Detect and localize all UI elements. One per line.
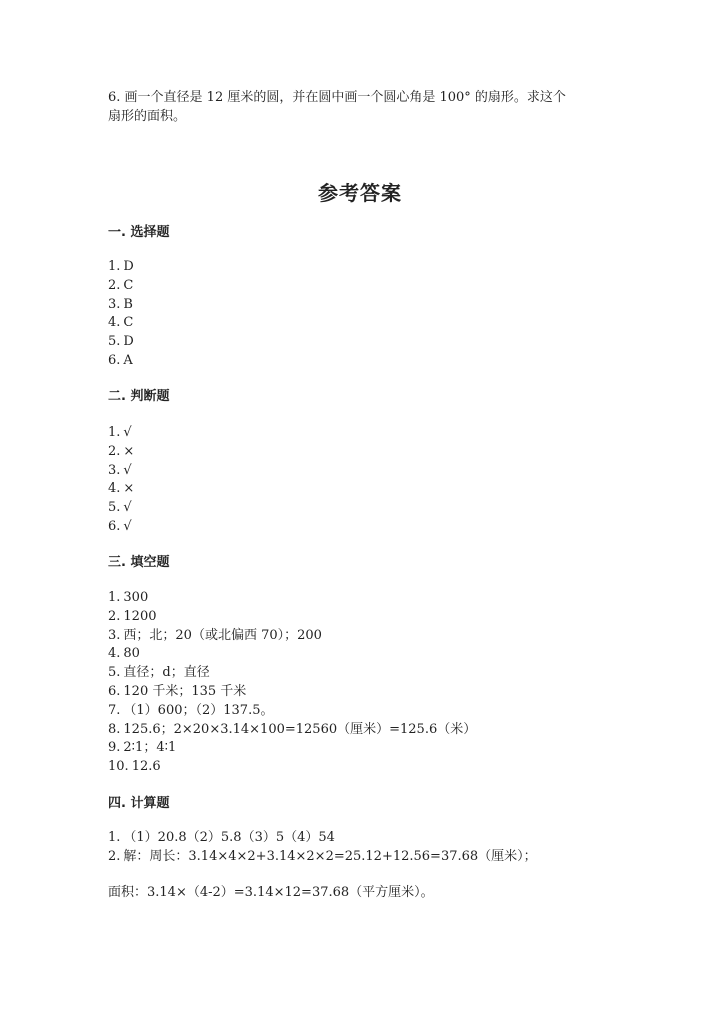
- judgment-answers: [108, 424, 648, 537]
- fill-in-answer-item: [108, 758, 648, 777]
- item-number: 2.: [108, 608, 121, 624]
- item-number: 4.: [108, 646, 121, 662]
- fill-in-answer-item: [108, 721, 648, 740]
- fill-in-answer-item: [108, 739, 648, 758]
- item-answer: 120 千米；135 千米: [123, 683, 247, 699]
- item-answer: 300: [123, 590, 149, 605]
- judgment-answer-item: [108, 462, 648, 481]
- item-answer: 西；北；20（或北偏西 70）；200: [123, 627, 322, 643]
- item-number: 5.: [108, 334, 121, 350]
- item-answer: √: [123, 425, 132, 440]
- choice-answer-item: [108, 296, 648, 315]
- fill-in-answers: [108, 589, 648, 777]
- item-answer: 12.6: [131, 759, 161, 775]
- item-answer: 解：周长：3.14×4×2+3.14×2×2=25.12+12.56=37.68（厘米）；: [123, 848, 537, 864]
- choice-answer-item: [108, 277, 648, 296]
- section-heading-judgment: 二. 判断题: [108, 389, 170, 404]
- item-answer: 1200: [123, 608, 157, 624]
- item-number: 9.: [108, 740, 121, 756]
- item-answer: √: [123, 518, 132, 534]
- section-heading-fill-in: 三. 填空题: [108, 555, 170, 570]
- item-answer: （1）600；（2）137.5。: [123, 702, 274, 718]
- choice-answer-item: [108, 352, 648, 371]
- judgment-answer-item: [108, 518, 648, 537]
- item-number: 4.: [108, 315, 121, 331]
- item-answer: D: [123, 259, 134, 274]
- item-answer: A: [123, 352, 133, 368]
- judgment-answer-item: [108, 480, 648, 499]
- item-answer: ×: [123, 481, 135, 497]
- fill-in-answer-item: [108, 702, 648, 721]
- item-answer: 125.6；2×20×3.14×100=12560（厘米）=125.6（米）: [123, 721, 477, 737]
- fill-in-answer-item: [108, 683, 648, 702]
- fill-in-answer-item: [108, 645, 648, 664]
- judgment-answer-item: [108, 424, 648, 443]
- choice-answer-item: [108, 314, 648, 333]
- calculation-answer-item: [108, 829, 648, 848]
- item-number: 4.: [108, 481, 121, 497]
- answer-title: 参考答案: [318, 181, 402, 205]
- item-answer: C: [123, 315, 134, 331]
- item-number: 10.: [108, 759, 129, 775]
- item-number: 5.: [108, 500, 121, 516]
- choice-answers: [108, 258, 648, 371]
- item-number: 6.: [108, 518, 121, 534]
- item-answer: D: [123, 334, 134, 350]
- item-answer: √: [123, 500, 132, 516]
- item-number: 7.: [108, 702, 121, 718]
- item-number: 8.: [108, 721, 121, 737]
- calculation-answer-item: [108, 848, 648, 867]
- fill-in-answer-item: [108, 664, 648, 683]
- item-answer: （1）20.8（2）5.8（3）5（4）54: [123, 830, 335, 845]
- fill-in-answer-item: [108, 627, 648, 646]
- item-answer: 直径；d；直径: [123, 665, 210, 681]
- item-answer: B: [123, 296, 133, 312]
- question-line-1: 6. 画一个直径是 12 厘米的圆，并在圆中画一个圆心角是 100° 的扇形。求这个: [108, 90, 566, 105]
- item-answer: 2∶1；4∶1: [123, 740, 177, 756]
- section-heading-choice: 一. 选择题: [108, 225, 170, 240]
- item-number: 3.: [108, 296, 121, 312]
- fill-in-answer-item: [108, 589, 648, 608]
- item-answer: 80: [123, 646, 140, 662]
- item-number: 1.: [108, 425, 121, 440]
- section-heading-calculation: 四. 计算题: [108, 796, 170, 811]
- item-number: 6.: [108, 352, 121, 368]
- item-number: 3.: [108, 627, 121, 643]
- item-answer: ×: [123, 443, 135, 459]
- item-number: 2.: [108, 848, 121, 864]
- judgment-answer-item: [108, 499, 648, 518]
- item-number: 1.: [108, 259, 121, 274]
- choice-answer-item: [108, 258, 648, 277]
- item-answer: C: [123, 277, 134, 293]
- question-6: [108, 88, 618, 126]
- item-number: 6.: [108, 683, 121, 699]
- item-number: 5.: [108, 665, 121, 681]
- calculation-answers: [108, 829, 648, 867]
- item-number: 2.: [108, 277, 121, 293]
- item-number: 1.: [108, 590, 121, 605]
- item-number: 3.: [108, 462, 121, 478]
- fill-in-answer-item: [108, 608, 648, 627]
- item-number: 1.: [108, 830, 121, 845]
- area-calculation: 面积：3.14×（4-2）=3.14×12=37.68（平方厘米）。: [108, 885, 434, 900]
- question-line-2: 扇形的面积。: [108, 109, 187, 124]
- item-answer: √: [123, 462, 132, 478]
- item-number: 2.: [108, 443, 121, 459]
- judgment-answer-item: [108, 443, 648, 462]
- choice-answer-item: [108, 333, 648, 352]
